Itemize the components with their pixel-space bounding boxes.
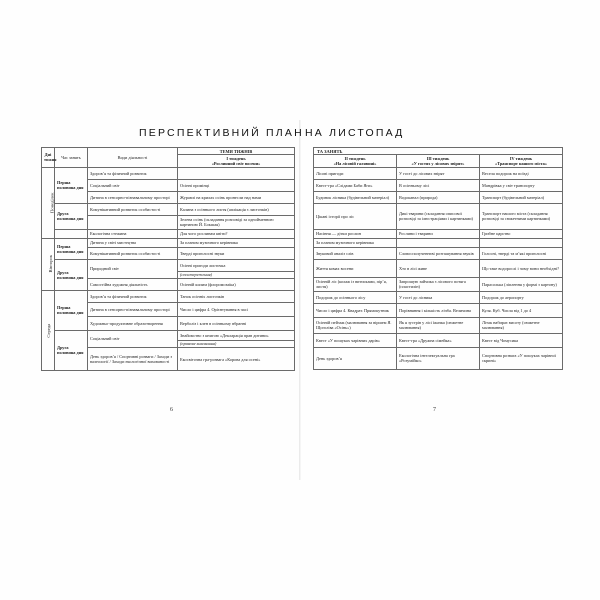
header-week4: IV тиждень «Транспорт нашого міста» bbox=[480, 155, 563, 167]
day-tuesday: Вівторок bbox=[42, 238, 55, 290]
table-row bbox=[314, 191, 563, 203]
table-cell: За планом музичного керівника bbox=[314, 238, 397, 247]
table-cell: Хто в лісі живе bbox=[397, 259, 480, 277]
table-row bbox=[314, 259, 563, 277]
activity-cell: День здоров’я / Спортивні розваги / Заходи з валеології / Заходи екологічної вихованості bbox=[88, 348, 178, 371]
table-row bbox=[314, 317, 563, 333]
content-cell: Зелена осінь (складання розповіді за однойменною картиною Й. Бокшая) bbox=[178, 215, 295, 229]
plan-table-left bbox=[41, 147, 295, 371]
content-cell: Танок осінніх листочків bbox=[178, 290, 295, 302]
activity-cell: Художньо-продуктивне образотворення bbox=[88, 316, 178, 330]
table-row bbox=[42, 167, 295, 179]
day-monday: Понеділок bbox=[42, 167, 55, 238]
table-cell: Екологічна інтелектуальна гра «Розумійко» bbox=[397, 347, 480, 369]
table-cell: Осінній ліс (колаж із витисками, пір’я, листя) bbox=[314, 277, 397, 291]
header-themes: ТЕМИ ТИЖНІВ bbox=[178, 148, 295, 155]
table-cell: Запрошую зайчика з лісового потяга (пластилін) bbox=[397, 277, 480, 291]
table-cell: Звуковий аналіз слів bbox=[314, 247, 397, 259]
activity-cell: Природний світ bbox=[88, 259, 178, 278]
time-empty bbox=[55, 229, 88, 238]
table-cell: Подорож до аеропорту bbox=[480, 291, 563, 303]
time-second-half: Друга половина дня bbox=[55, 259, 88, 290]
table-cell: Голосні, тверді та м’які приголосні bbox=[480, 247, 563, 259]
table-row bbox=[42, 229, 295, 238]
activity-cell: Самостійна художня діяльність bbox=[88, 278, 178, 290]
table-row bbox=[314, 167, 563, 179]
table-row bbox=[314, 229, 563, 238]
table-cell: Транспорт (будівельний матеріал) bbox=[480, 191, 563, 203]
activity-cell: Комунікативний розвиток особистості bbox=[88, 247, 178, 259]
header-time: Час занять bbox=[55, 148, 88, 168]
table-cell bbox=[480, 238, 563, 247]
content-cell: Калина з осіннього листя (аплікація з листочків) bbox=[178, 203, 295, 215]
table-cell: Квест-гра «Дружна сімейка» bbox=[397, 333, 480, 347]
content-cell: Верболіз і клен в осінньому вбранні bbox=[178, 316, 295, 330]
header-week2: ІІ тиждень «На лісовій галявині» bbox=[314, 155, 397, 167]
table-header-row bbox=[314, 148, 563, 155]
day-wednesday: Середа bbox=[42, 290, 55, 370]
time-second-half: Друга половина дня bbox=[55, 330, 88, 370]
header-week3: ІІІ тиждень «У гостях у лісових звірят» bbox=[397, 155, 480, 167]
table-cell: Що таке водорослі і чому вони необхідні? bbox=[480, 259, 563, 277]
content-cell: Осінній килим (флоромозаїка) bbox=[178, 278, 295, 290]
content-cell: Осінні пригоди листочка bbox=[178, 259, 295, 271]
table-row bbox=[42, 203, 295, 215]
table-row bbox=[42, 238, 295, 247]
page-number-left: 6 bbox=[170, 407, 173, 413]
plan-table-right bbox=[313, 147, 563, 370]
table-cell bbox=[397, 238, 480, 247]
content-cell: (спостереження) bbox=[178, 271, 295, 278]
table-cell: Спортивна розвага «У пошуках чарівної скрині» bbox=[480, 347, 563, 369]
table-cell: Транспорт нашого міста (складання розповіді за сюжетними картинками) bbox=[480, 203, 563, 229]
time-first-half: Перша половина дня bbox=[55, 167, 88, 203]
time-first-half: Перша половина дня bbox=[55, 238, 88, 259]
activity-cell: Дитина у світі мистецтва bbox=[88, 238, 178, 247]
time-second-half: Друга половина дня bbox=[55, 203, 88, 229]
week1-theme: «Рослинний світ восени» bbox=[211, 160, 261, 166]
content-cell: Знайомство з книгою «Декларація прав дитини» bbox=[178, 330, 295, 340]
table-header-row bbox=[42, 148, 295, 155]
table-cell: Весела подорож на поїзді bbox=[480, 167, 563, 179]
table-cell: Грибне царство bbox=[480, 229, 563, 238]
content-cell: За планом музичного керівника bbox=[178, 238, 295, 247]
table-row bbox=[314, 203, 563, 229]
content-cell: Число і цифра 4. Орієнтування в часі bbox=[178, 302, 295, 316]
table-cell: День здоров’я bbox=[314, 347, 397, 369]
activity-cell: Дитина в сенсорно-пізнавальному просторі bbox=[88, 302, 178, 316]
table-row bbox=[314, 291, 563, 303]
content-cell: (правове виховання) bbox=[178, 340, 295, 347]
content-cell: Екосвіточна гра-розвага «Корова для осені» bbox=[178, 348, 295, 371]
table-cell: Життя комах восени bbox=[314, 259, 397, 277]
table-header-row bbox=[314, 155, 563, 167]
table-cell: Квест-гра «Слідами Баби Яги» bbox=[314, 179, 397, 191]
content-cell: Тверді приголосні звуки bbox=[178, 247, 295, 259]
table-row bbox=[314, 333, 563, 347]
table-cell: Літак набирає висоту (сюжетне малювання) bbox=[480, 317, 563, 333]
table-row bbox=[314, 347, 563, 369]
activity-cell: Дитина в сенсорно-пізнавальному просторі bbox=[88, 191, 178, 203]
table-cell: Рослини і тварини bbox=[397, 229, 480, 238]
header-days: Дні тижня bbox=[42, 148, 55, 168]
table-cell: Мандрівка у світ транспорту bbox=[480, 179, 563, 191]
table-cell: У гості до лісника bbox=[397, 291, 480, 303]
table-row bbox=[42, 290, 295, 302]
content-cell bbox=[178, 167, 295, 179]
table-cell: Порівняння і кількість лічба. Величина bbox=[397, 303, 480, 317]
header-activities: Види діяльності bbox=[88, 148, 178, 168]
table-cell: Осінній пейзаж (малювання за віршем Я. Щоголіва «Осінь») bbox=[314, 317, 397, 333]
activity-cell: Соціальний світ bbox=[88, 179, 178, 191]
table-row bbox=[314, 179, 563, 191]
activity-cell: Здоров’я та фізичний розвиток bbox=[88, 290, 178, 302]
table-cell: Словосполученнєві розташування звуків bbox=[397, 247, 480, 259]
table-cell: Дикі тварини (складання описової розповіді за ілюстраціями і картинками) bbox=[397, 203, 480, 229]
activity-cell: Екологічна стежина bbox=[88, 229, 178, 238]
table-row bbox=[314, 277, 563, 291]
activity-cell: Здоров’я та фізичний розвиток bbox=[88, 167, 178, 179]
table-row bbox=[42, 330, 295, 340]
book-gutter bbox=[299, 120, 301, 480]
table-cell: Квест «У пошуках чарівних дарів» bbox=[314, 333, 397, 347]
table-cell: Парасолька (ліплення у формі з картону) bbox=[480, 277, 563, 291]
table-cell: Будинок лісника (будівельний матеріал) bbox=[314, 191, 397, 203]
table-cell: Цікаві історії про ліс bbox=[314, 203, 397, 229]
table-row bbox=[314, 303, 563, 317]
activity-cell bbox=[88, 215, 178, 229]
table-cell: Насіння — дітки рослин bbox=[314, 229, 397, 238]
week1-label: І тиждень bbox=[226, 155, 246, 161]
page-title-left: ПЕРСПЕКТИВНИЙ ПЛАН bbox=[139, 127, 304, 139]
table-row bbox=[314, 247, 563, 259]
content-cell: Осінні промінці bbox=[178, 179, 295, 191]
page-number-right: 7 bbox=[433, 407, 436, 413]
table-cell: В осінньому лісі bbox=[397, 179, 480, 191]
header-week1 bbox=[178, 155, 295, 167]
table-cell: Квест від Чомусика bbox=[480, 333, 563, 347]
table-cell: Лісові пригоди bbox=[314, 167, 397, 179]
content-cell: Для чого рослинам квіти? bbox=[178, 229, 295, 238]
content-cell: Журавлі на крилах осінь пронесли над нами bbox=[178, 191, 295, 203]
page-title-right: НА ЛИСТОПАД bbox=[305, 127, 405, 139]
table-cell: Подорож до осіннього лісу bbox=[314, 291, 397, 303]
header-section: ТА ЗАНЯТЬ bbox=[314, 148, 563, 155]
time-first-half: Перша половина дня bbox=[55, 290, 88, 330]
table-row bbox=[42, 259, 295, 271]
activity-cell: Комунікативний розвиток особистості bbox=[88, 203, 178, 215]
table-cell: Куля. Куб. Числа від 1 до 4 bbox=[480, 303, 563, 317]
table-cell: Число і цифра 4. Квадрат. Прямокутник bbox=[314, 303, 397, 317]
table-cell: Як я зустрів у лісі їжачка (сюжетне малювання) bbox=[397, 317, 480, 333]
table-cell: Водоканал (природа) bbox=[397, 191, 480, 203]
table-row bbox=[314, 238, 563, 247]
activity-cell: Соціальний світ bbox=[88, 330, 178, 347]
table-cell: У гості до лісових звірят bbox=[397, 167, 480, 179]
